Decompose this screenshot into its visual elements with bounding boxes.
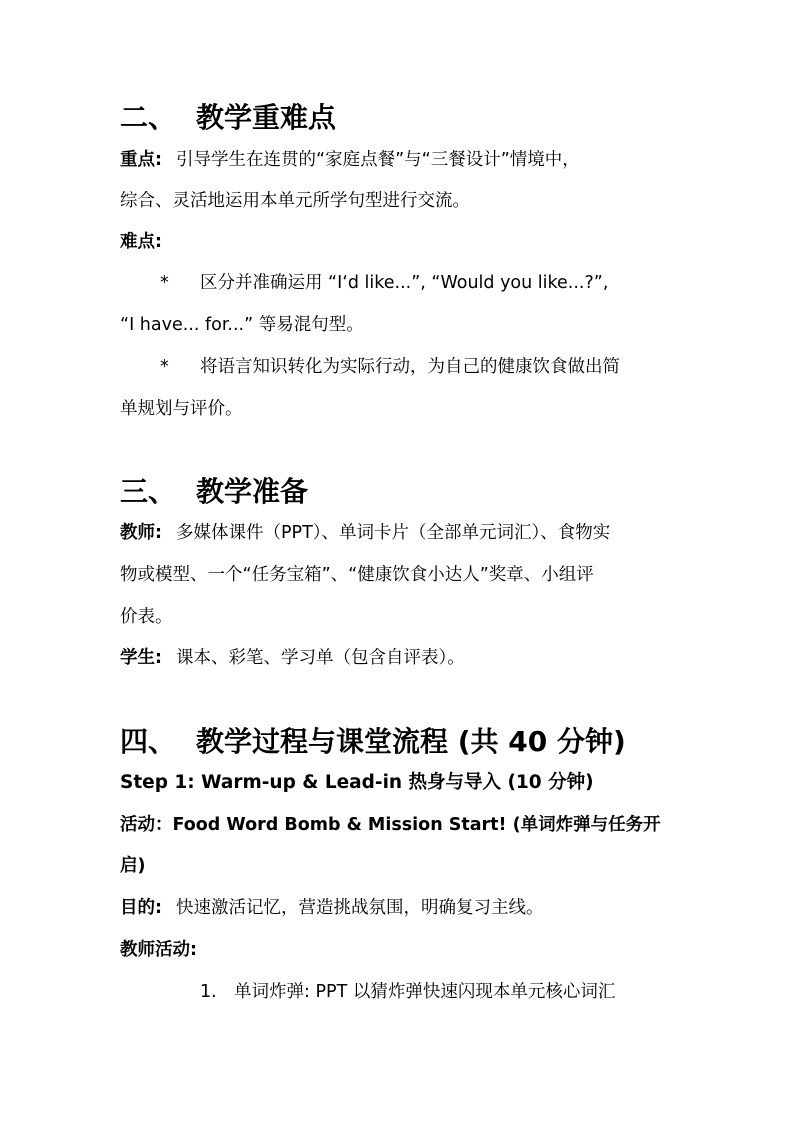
teacher-prep-line-1 bbox=[120, 520, 610, 546]
section-title: 教学重难点 bbox=[196, 101, 337, 134]
teacher-prep-line-3: 价表。 bbox=[120, 607, 173, 627]
focus-text-1: 引导学生在连贯的“家庭点餐”与“三餐设计”情境中， bbox=[176, 150, 580, 170]
teacher-prep-line-2: 物或模型、一个“任务宝箱”、“健康饮食小达人”奖章、小组评 bbox=[120, 565, 594, 585]
teacher-activity-label: 教师活动: bbox=[120, 940, 197, 960]
teacher-label: 教师: bbox=[120, 523, 162, 543]
section-title: 教学过程与课堂流程 (共 40 分钟) bbox=[196, 725, 626, 758]
section-heading-4 bbox=[120, 722, 626, 762]
purpose-text: 快速激活记忆，营造挑战氛围，明确复习主线。 bbox=[176, 898, 544, 918]
difficulty-label: 难点: bbox=[120, 232, 162, 252]
focus-paragraph-line-1 bbox=[120, 147, 580, 173]
student-prep-line bbox=[120, 645, 465, 671]
list-item-text: 单词炸弹: PPT 以猜炸弹快速闪现本单元核心词汇 bbox=[234, 982, 616, 1002]
section-title: 教学准备 bbox=[196, 475, 309, 508]
difficulty-item-1-text: 区分并准确运用 “I‘d like...”, “Would you like...?”, bbox=[200, 273, 609, 293]
focus-paragraph-line-2: 综合、灵活地运用本单元所学句型进行交流。 bbox=[120, 191, 470, 211]
difficulty-item-2-text: 将语言知识转化为实际行动，为自己的健康饮食做出简 bbox=[200, 357, 620, 377]
purpose-line bbox=[120, 895, 544, 921]
section-heading-3 bbox=[120, 472, 308, 512]
section-number: 二、 bbox=[120, 101, 177, 134]
difficulty-item-1-line-2: “I have... for...” 等易混句型。 bbox=[120, 315, 364, 335]
student-label: 学生: bbox=[120, 648, 162, 668]
section-number: 三、 bbox=[120, 475, 177, 508]
teacher-prep-text-1: 多媒体课件（PPT）、单词卡片（全部单元词汇）、食物实 bbox=[176, 523, 611, 543]
difficulty-item-1-line-1 bbox=[160, 270, 608, 296]
difficulty-item-2-line-2: 单规划与评价。 bbox=[120, 399, 243, 419]
activity-line-2: 启) bbox=[120, 856, 146, 876]
bullet-marker: * bbox=[160, 357, 169, 377]
difficulty-item-2-line-1 bbox=[160, 354, 620, 380]
section-heading-2 bbox=[120, 98, 336, 138]
list-item-1 bbox=[200, 979, 615, 1005]
step1-title: Step 1: Warm-up & Lead-in 热身与导入 (10 分钟) bbox=[120, 772, 594, 793]
purpose-label: 目的: bbox=[120, 898, 162, 918]
list-number: 1. bbox=[200, 982, 217, 1002]
activity-line-1: 活动：Food Word Bomb & Mission Start! (单词炸弹与任务开 bbox=[120, 815, 661, 835]
student-prep-text: 课本、彩笔、学习单（包含自评表）。 bbox=[176, 648, 465, 668]
bullet-marker: * bbox=[160, 273, 169, 293]
section-number: 四、 bbox=[120, 725, 177, 758]
focus-label: 重点: bbox=[120, 150, 162, 170]
